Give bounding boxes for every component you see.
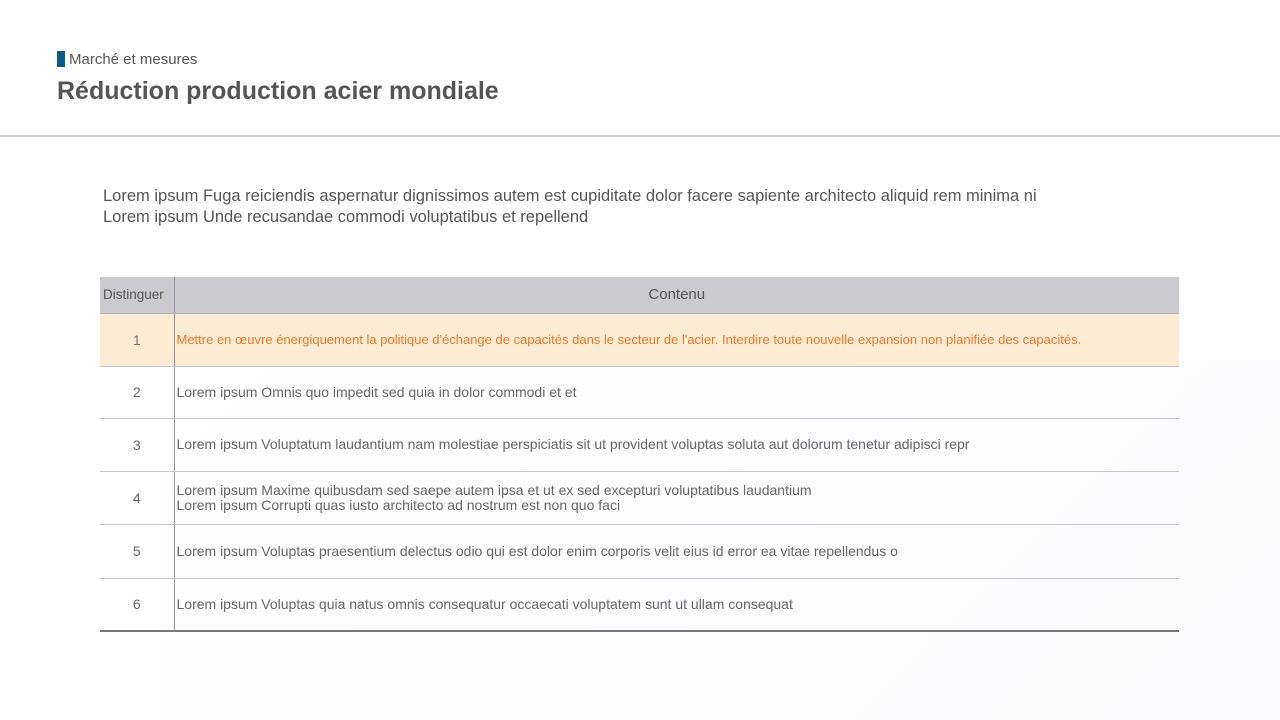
row-content-line: Lorem ipsum Voluptas quia natus omnis consequatur occaecati voluptatem sunt ut ullam consequat (176, 595, 793, 612)
row-number: 5 (100, 524, 174, 578)
intro-line: Lorem ipsum Fuga reiciendis aspernatur dignissimos autem est cupiditate dolor facere sapiente architecto aliquid rem minima ni (103, 187, 1037, 205)
column-header-contenu: Contenu (174, 277, 1179, 313)
table-row (100, 366, 1179, 418)
page-title: Réduction production acier mondiale (57, 77, 499, 105)
column-header-distinguer: Distinguer (100, 277, 174, 313)
row-content-line: Lorem ipsum Corrupti quas iusto architecto ad nostrum est non quo faci (176, 496, 621, 513)
row-number: 6 (100, 578, 174, 631)
row-content (174, 418, 1179, 471)
content-table (100, 277, 1179, 632)
accent-bar (57, 51, 65, 67)
row-content-line: Lorem ipsum Voluptatum laudantium nam molestiae perspiciatis sit ut provident voluptas soluta aut dolorum tenetur adipisci repr (176, 436, 970, 452)
row-content-line: Lorem ipsum Maxime quibusdam sed saepe autem ipsa et ut ex sed excepturi voluptatibus laudantium (176, 481, 812, 498)
intro-line: Lorem ipsum Unde recusandae commodi voluptatibus et repellend (103, 208, 589, 226)
row-number: 3 (100, 418, 174, 471)
row-content (174, 524, 1179, 578)
row-content-line: Lorem ipsum Omnis quo impedit sed quia in dolor commodi et et (176, 383, 577, 400)
table-row (100, 418, 1179, 471)
header-divider (0, 135, 1280, 137)
table-row (100, 313, 1179, 366)
section-text: Marché et mesures (69, 50, 198, 68)
row-number: 1 (100, 313, 174, 366)
row-content (174, 578, 1179, 631)
row-content-line: Mettre en œuvre énergiquement la politique d'échange de capacités dans le secteur de l'acier. Interdire toute nouvelle expansion non planifiée des capacités. (176, 332, 1082, 347)
table-row (100, 578, 1179, 631)
row-content (174, 471, 1179, 524)
row-number: 2 (100, 366, 174, 418)
table-row (100, 471, 1179, 524)
row-content-line: Lorem ipsum Voluptas praesentium delectus odio qui est dolor enim corporis velit eius id error ea vitae repellendus o (176, 542, 898, 559)
row-content (174, 313, 1179, 366)
intro-paragraph (103, 186, 1203, 228)
table-row (100, 524, 1179, 578)
row-content (174, 366, 1179, 418)
section-label (57, 50, 197, 68)
row-number: 4 (100, 471, 174, 524)
